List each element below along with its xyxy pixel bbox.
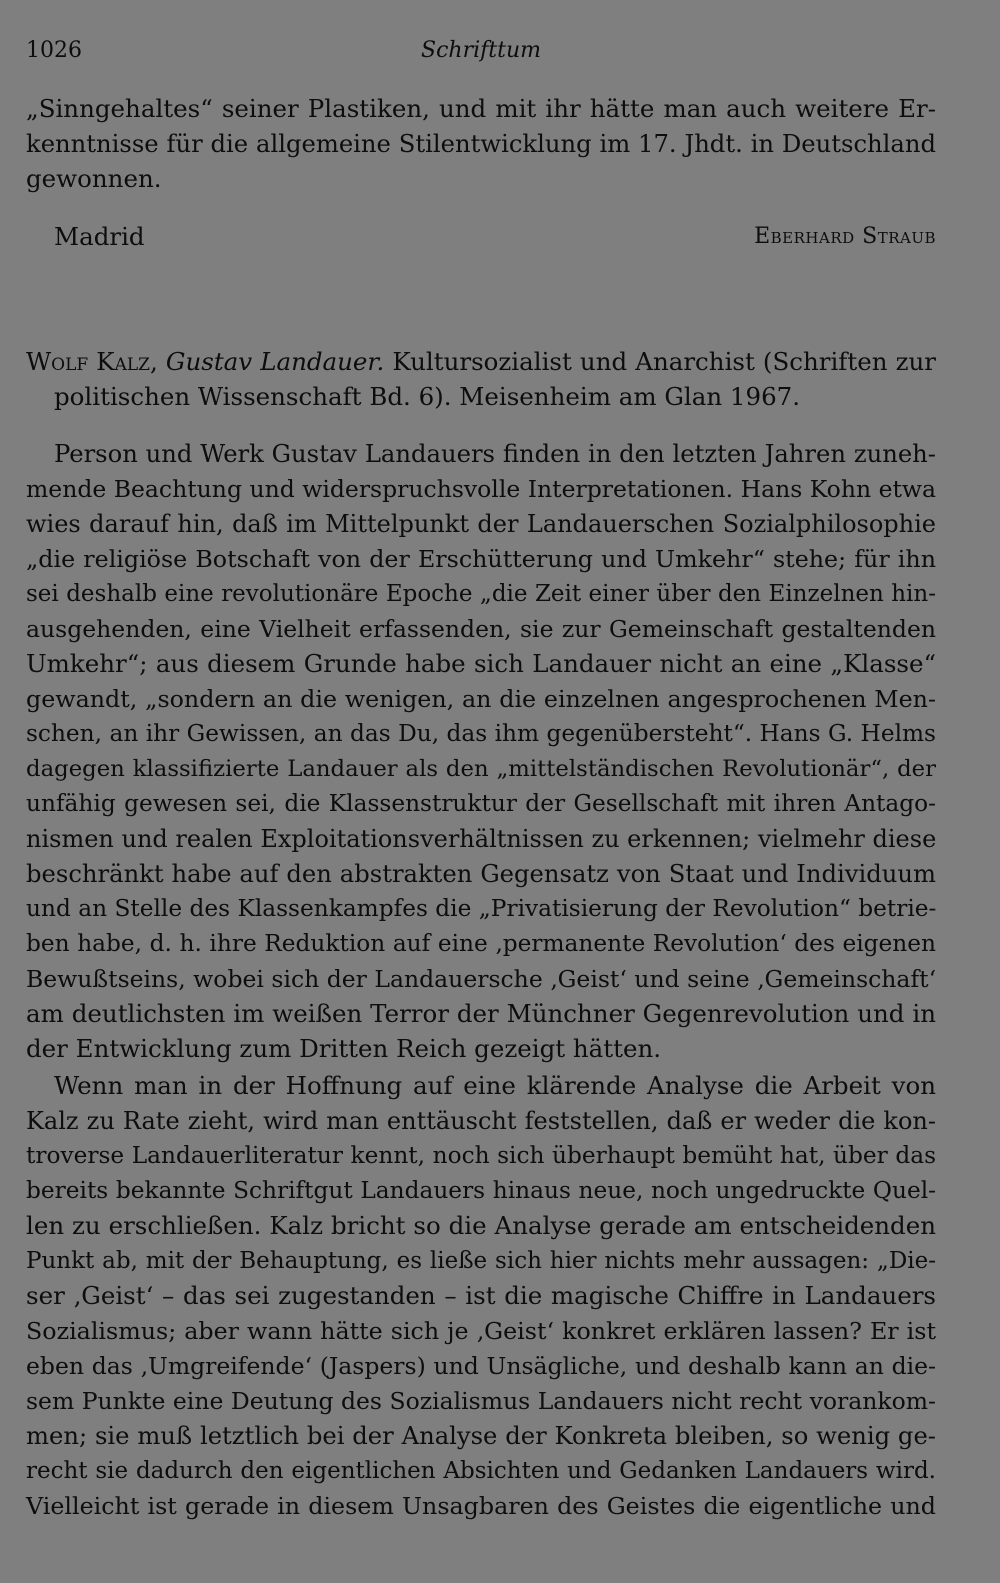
text-line: bereits bekannte Schriftgut Landauers hinaus neue, noch ungedruckte Quel- — [26, 1177, 936, 1204]
text-line: Wenn man in der Hoffnung auf eine klärende Analyse die Arbeit von — [54, 1071, 936, 1100]
text-line: beschränkt habe auf den abstrakten Gegensatz von Staat und Individuum — [26, 859, 936, 888]
text-line: Kalz zu Rate zieht, wird man enttäuscht feststellen, daß er weder die kon- — [26, 1107, 936, 1135]
text-line: am deutlichsten im weißen Terror der Münchner Gegenrevolution und in — [26, 999, 936, 1028]
text-line: Punkt ab, mit der Behauptung, es ließe sich hier nichts mehr aussagen: „Die- — [26, 1248, 936, 1274]
reviewer-name: Eberhard Straub — [754, 224, 936, 249]
citation-line-2: politischen Wissenschaft Bd. 6). Meisenheim am Glan 1967. — [54, 382, 801, 411]
text-line: gewandt, „sondern an die wenigen, an die einzelnen angesprochenen Men- — [26, 685, 936, 713]
text-line: und an Stelle des Klassenkampfes die „Privatisierung der Revolution“ betrie- — [26, 895, 937, 922]
text-line: recht sie dadurch den eigentlichen Absichten und Gedanken Landauers wird. — [26, 1458, 936, 1484]
text-line: eben das ‚Umgreifende‘ (Jaspers) und Unsägliche, und deshalb kann an die- — [26, 1352, 936, 1380]
text-line: len zu erschließen. Kalz bricht so die Analyse gerade am entscheidenden — [26, 1211, 936, 1240]
text-line: ausgehenden, eine Vielheit erfassenden, sie zur Gemeinschaft gestaltenden — [26, 615, 936, 643]
running-title: Schrifttum — [421, 38, 541, 63]
text-line: ser ‚Geist‘ – das sei zugestanden – ist die magische Chiffre in Landauers — [26, 1281, 936, 1310]
citation-line — [26, 345, 936, 379]
text-line: Umkehr“; aus diesem Grunde habe sich Landauer nicht an eine „Klasse“ — [26, 649, 936, 678]
text-line: Sozialismus; aber wann hätte sich je ‚Geist‘ konkret erklären lassen? Er ist — [26, 1317, 936, 1345]
text-line: Vielleicht ist gerade in diesem Unsagbaren des Geistes die eigentliche und — [26, 1492, 936, 1520]
text-line: ben habe, d. h. ihre Reduktion auf eine ‚permanente Revolution‘ des eigenen — [26, 930, 936, 957]
reviewer-place: Madrid — [54, 222, 145, 251]
text-line: „die religiöse Botschaft von der Erschütterung und Umkehr“ stehe; für ihn — [26, 545, 936, 573]
citation-subtitle: Kultursozialist und Anarchist (Schriften zur — [384, 347, 936, 376]
text-line: men; sie muß letztlich bei der Analyse der Konkreta bleiben, so wenig ge- — [26, 1421, 936, 1450]
text-line: Bewußtseins, wobei sich der Landauersche ‚Geist‘ und seine ‚Gemeinschaft‘ — [26, 965, 937, 993]
text-line: dagegen klassifizierte Landauer als den „mittelständischen Revolutionär“, der — [26, 756, 936, 782]
text-line: sem Punkte eine Deutung des Sozialismus Landauers nicht recht vorankom- — [26, 1387, 936, 1415]
text-line: der Entwicklung zum Dritten Reich gezeigt hätten. — [26, 1034, 662, 1063]
running-head — [26, 38, 936, 68]
text-line: sei deshalb eine revolutionäre Epoche „die Zeit einer über den Einzelnen hin- — [26, 581, 936, 607]
citation-separator: , — [150, 347, 166, 376]
citation-title: Gustav Landauer. — [165, 347, 385, 376]
text-line: Person und Werk Gustav Landauers finden in den letzten Jahren zuneh- — [54, 439, 936, 468]
citation-author: Wolf Kalz — [26, 347, 150, 376]
text-line: nismen und realen Exploitationsverhältnissen zu erkennen; vielmehr diese — [26, 825, 937, 853]
text-line: „Sinngehaltes“ seiner Plastiken, und mit ihr hätte man auch weitere Er- — [26, 94, 936, 123]
text-line: kenntnisse für die allgemeine Stilentwicklung im 17. Jhdt. in Deutschland — [26, 129, 936, 158]
page-number: 1026 — [26, 38, 82, 63]
text-line: mende Beachtung und widerspruchsvolle Interpretationen. Hans Kohn etwa — [26, 475, 937, 503]
text-line: unfähig gewesen sei, die Klassenstruktur der Gesellschaft mit ihren Antago- — [26, 790, 936, 817]
text-line: troverse Landauerliteratur kennt, noch sich überhaupt bemüht hat, über das — [26, 1142, 936, 1169]
text-line: wies darauf hin, daß im Mittelpunkt der Landauerschen Sozialphilosophie — [26, 510, 936, 538]
text-line: schen, an ihr Gewissen, an das Du, das ihm gegenübersteht“. Hans G. Helms — [26, 720, 936, 747]
text-line: gewonnen. — [26, 164, 162, 193]
